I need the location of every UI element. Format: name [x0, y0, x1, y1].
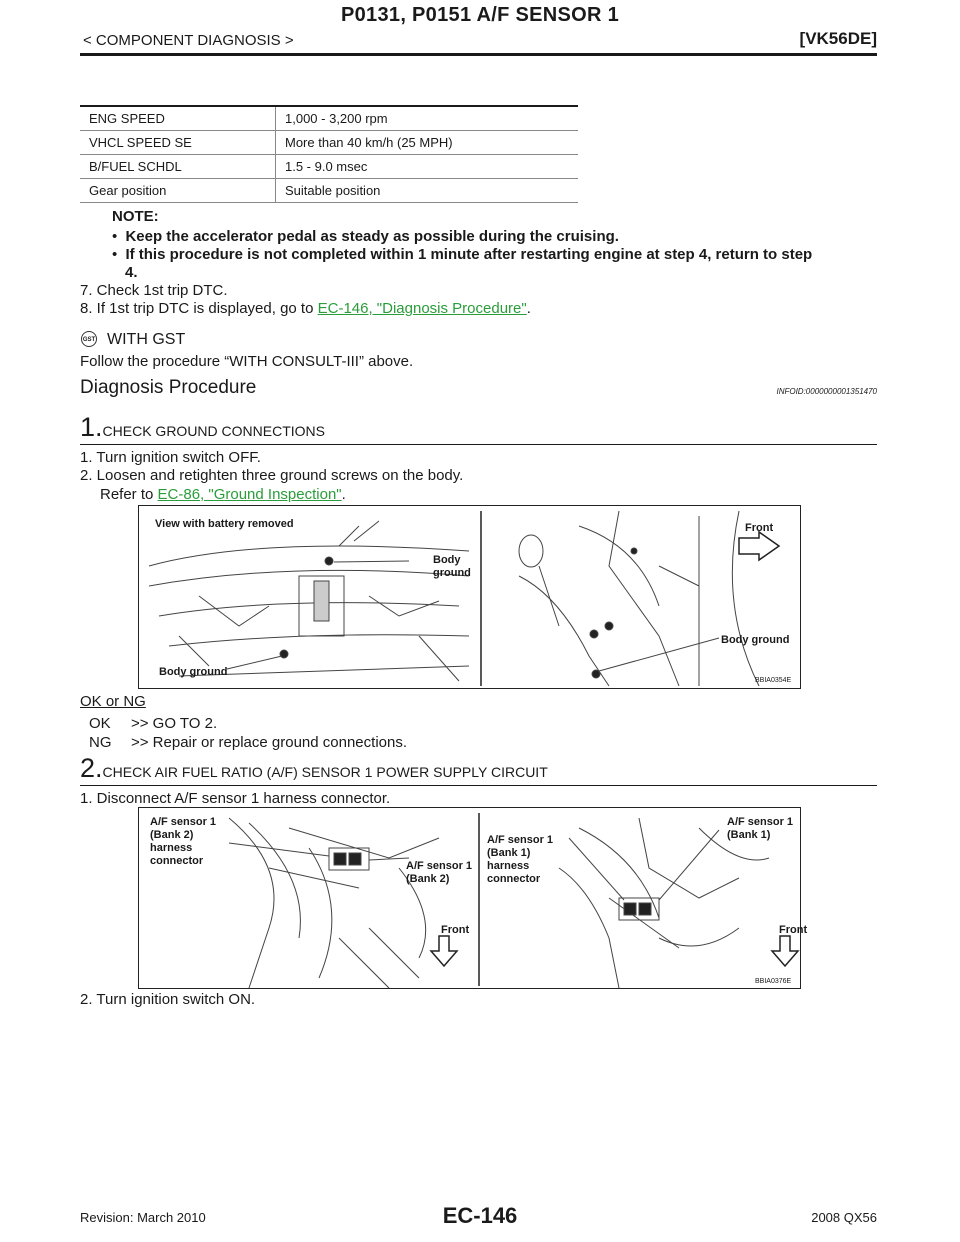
info-id: INFOID:0000000001351470: [776, 387, 877, 396]
spec-row: [80, 179, 578, 203]
note-bullet-1: • Keep the accelerator pedal as steady as possible during the cruising.: [112, 228, 619, 245]
ok-ng-label: OK or NG: [80, 693, 146, 710]
ground-figure: [138, 505, 801, 689]
fig2-front-2: Front: [779, 924, 808, 936]
footer-revision: Revision: March 2010: [80, 1210, 206, 1225]
step-2-heading: CHECK AIR FUEL RATIO (A/F) SENSOR 1 POWER SUPPLY CIRCUIT: [102, 764, 548, 780]
spec-item: B/FUEL SCHDL: [80, 155, 276, 179]
step-2-line-2: 2. Turn ignition switch ON.: [80, 991, 256, 1008]
ok-label: OK: [89, 715, 111, 732]
ng-label: NG: [89, 734, 112, 751]
note-bullet-1-text: Keep the accelerator pedal as steady as possible during the cruising.: [125, 228, 619, 245]
spec-row: [80, 131, 578, 155]
step-1-number: 1.: [80, 412, 103, 442]
fig2-label-3b: (Bank 1): [487, 847, 531, 859]
gst-text: Follow the procedure “WITH CONSULT-III” above.: [80, 353, 414, 370]
fig1-body-ground-label-3: Body ground: [721, 634, 790, 646]
fig2-label-2b: (Bank 2): [406, 873, 450, 885]
fig2-label-4b: (Bank 1): [727, 829, 771, 841]
fig2-label-3d: connector: [487, 873, 541, 885]
af-sensor-figure-illustration: [139, 808, 802, 990]
spec-value: 1,000 - 3,200 rpm: [276, 106, 579, 131]
step-2-number: 2.: [80, 753, 103, 783]
gst-title: WITH GST: [107, 331, 186, 348]
fig2-label-1a: A/F sensor 1: [150, 816, 217, 828]
fig2-front-1: Front: [441, 924, 470, 936]
step-8: [80, 299, 531, 319]
ok-text: >> GO TO 2.: [131, 715, 218, 732]
spec-item: VHCL SPEED SE: [80, 131, 276, 155]
step-1-line-2: 2. Loosen and retighten three ground screws on the body.: [80, 467, 464, 484]
fig2-label-3c: harness: [487, 860, 530, 872]
fig1-body-ground-label-a: Body: [433, 554, 461, 566]
step-2-header: [80, 754, 548, 782]
spec-row: [80, 106, 578, 131]
step-8-suffix: .: [526, 300, 531, 317]
af-sensor-figure: [138, 807, 808, 989]
fig2-label-1d: connector: [150, 855, 204, 867]
step-2-line-1: 1. Disconnect A/F sensor 1 harness connector.: [80, 790, 391, 807]
step-1-rule: [80, 444, 877, 445]
spec-value: More than 40 km/h (25 MPH): [276, 131, 579, 155]
spec-table: [80, 105, 578, 203]
fig2-label-1c: harness: [150, 842, 193, 854]
note-bullet-2: • If this procedure is not completed within 1 minute after restarting engine at step 4, return to step: [112, 246, 813, 263]
diagnosis-title: Diagnosis Procedure: [80, 377, 257, 398]
footer-model: 2008 QX56: [811, 1210, 877, 1225]
fig1-body-ground-label-b: ground: [433, 567, 471, 579]
step-1-heading: CHECK GROUND CONNECTIONS: [102, 423, 325, 439]
fig1-view-label: View with battery removed: [155, 518, 294, 530]
fig1-body-ground-label-2: Body ground: [159, 666, 228, 678]
fig2-label-1b: (Bank 2): [150, 829, 194, 841]
gst-icon: GST: [81, 331, 97, 347]
fig2-label-3a: A/F sensor 1: [487, 834, 554, 846]
page-title: P0131, P0151 A/F SENSOR 1: [340, 4, 619, 26]
header-rule: [80, 53, 877, 56]
spec-item: ENG SPEED: [80, 106, 276, 131]
ng-text: >> Repair or replace ground connections.: [131, 734, 408, 751]
step-1-line-3-prefix: Refer to: [100, 486, 158, 503]
step-1-header: [80, 413, 325, 441]
spec-item: Gear position: [80, 179, 276, 203]
ground-figure-illustration: [139, 506, 802, 690]
step-2-rule: [80, 785, 877, 786]
ground-inspection-link[interactable]: EC-86, "Ground Inspection": [157, 486, 342, 503]
step-1-line-3: [100, 485, 346, 505]
spec-value: Suitable position: [276, 179, 579, 203]
section-label: < COMPONENT DIAGNOSIS >: [83, 32, 294, 49]
diagnosis-procedure-link[interactable]: EC-146, "Diagnosis Procedure": [317, 300, 527, 317]
step-1-line-3-suffix: .: [341, 486, 346, 503]
step-8-prefix: 8. If 1st trip DTC is displayed, go to: [80, 300, 318, 317]
footer-page-number: EC-146: [442, 1203, 518, 1228]
fig1-front-label: Front: [745, 522, 774, 534]
step-1-line-1: 1. Turn ignition switch OFF.: [80, 449, 261, 466]
note-label: NOTE:: [112, 208, 159, 225]
spec-row: [80, 155, 578, 179]
spec-value: 1.5 - 9.0 msec: [276, 155, 579, 179]
note-bullet-2-cont: 4.: [125, 264, 138, 281]
fig2-id: BBIA0376E: [755, 978, 792, 985]
fig2-label-2a: A/F sensor 1: [406, 860, 473, 872]
note-bullet-2-text: If this procedure is not completed within 1 minute after restarting engine at step 4, return to step: [125, 246, 813, 263]
fig1-id: BBIA0354E: [755, 677, 792, 684]
fig2-label-4a: A/F sensor 1: [727, 816, 794, 828]
engine-code: [VK56DE]: [799, 29, 877, 48]
step-7: 7. Check 1st trip DTC.: [80, 282, 228, 299]
